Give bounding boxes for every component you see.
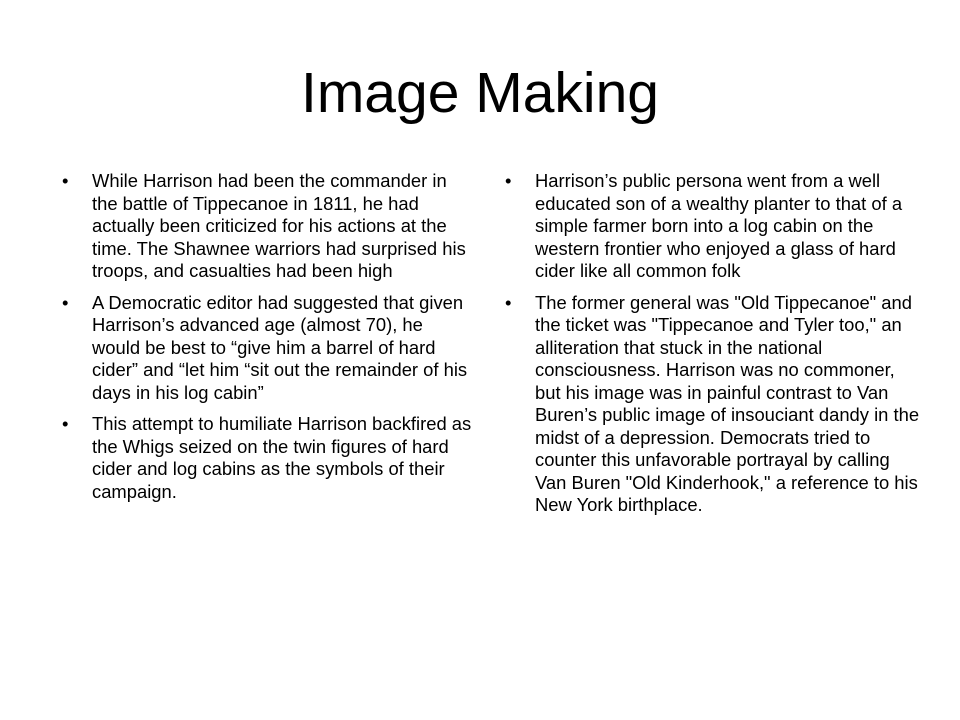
bullet-item (505, 292, 921, 517)
bullet-text: Harrison’s public persona went from a well educated son of a wealthy planter to that of a simple farmer born into a log cabin on the western frontier who enjoyed a glass of hard cider like all common folk (535, 170, 903, 281)
bullet-item (505, 170, 921, 283)
slide-title: Image Making (300, 61, 659, 125)
bullet-text: A Democratic editor had suggested that given Harrison’s advanced age (almost 70), he would be best to “give him a barrel of hard cider” and “let him “sit out the remainder of his days in his log cabin” (92, 291, 468, 403)
right-column (505, 170, 921, 526)
bullet-text: While Harrison had been the commander in the battle of Tippecanoe in 1811, he had actually been criticized for his actions at the time. The Shawnee warriors had surprised his troops, and casualties had been high (92, 170, 466, 281)
bullet-item (62, 292, 476, 405)
bullet-icon: • (505, 170, 512, 191)
bullet-icon: • (62, 413, 69, 434)
bullet-item (62, 170, 476, 283)
bullet-text: The former general was "Old Tippecanoe" and the ticket was "Tippecanoe and Tyler too," an alliteration that stuck in the national consciousness. Harrison was no commoner, but his image was in painful contrast to Van Buren’s public image of insouciant dandy in the midst of a depression. Democrats tried to counter this unfavorable portrayal by calling Van Buren "Old Kinderhook," a reference to his New York birthplace. (535, 291, 920, 515)
bullet-icon: • (505, 291, 512, 313)
bullet-item (62, 413, 476, 503)
bullet-text: This attempt to humiliate Harrison backfired as the Whigs seized on the twin figures of hard cider and log cabins as the symbols of their campaign. (92, 413, 472, 502)
bullet-icon: • (62, 291, 69, 313)
bullet-icon: • (62, 170, 69, 191)
left-column (62, 170, 476, 512)
